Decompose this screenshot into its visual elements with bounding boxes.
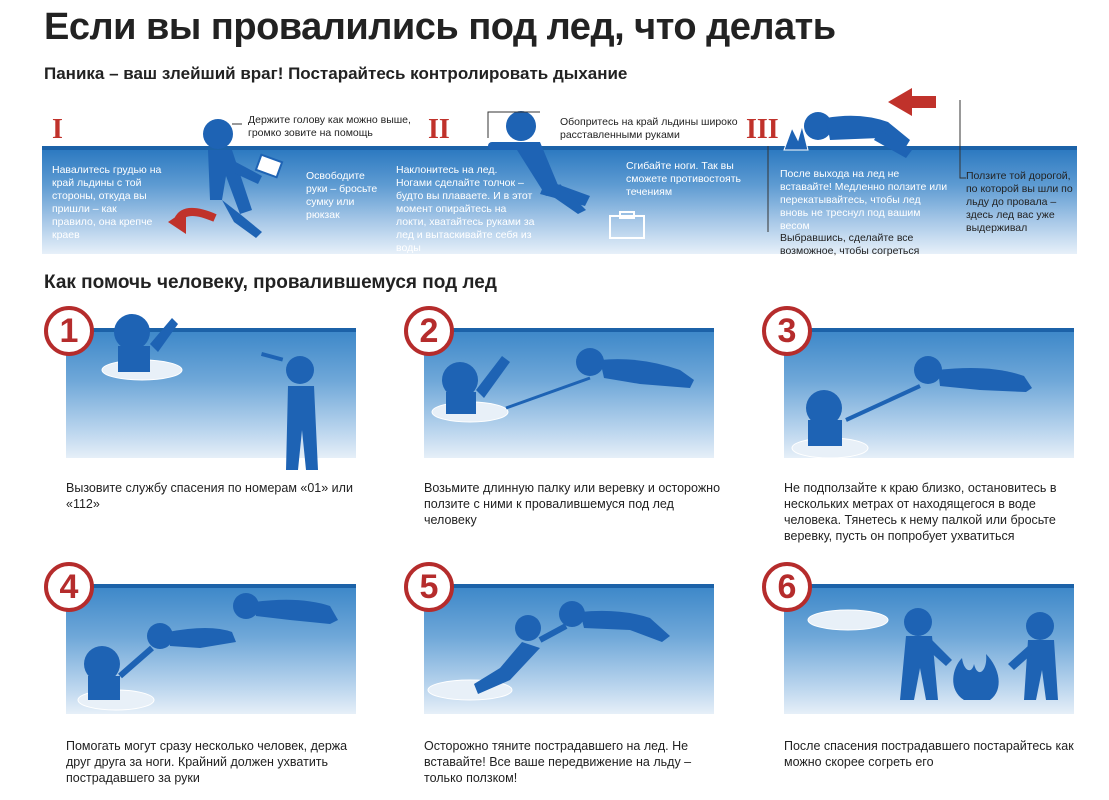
page-title: Если вы провалились под лед, что делать	[44, 6, 836, 48]
step-3-caption: Не подползайте к краю близко, остановитесь в нескольких метрах от находящегося в воде человека. Тянетесь к нему палкой или бросьте веревку, пусть он попробует ухватиться	[784, 481, 1057, 543]
stage-2-numeral: II	[428, 114, 450, 145]
step-1-number-badge: 1	[44, 306, 94, 356]
note-lean-on-ice: Навалитесь грудью на край льдины с той стороны, откуда вы пришли – как правило, она крепче краев	[52, 164, 162, 241]
step-2-caption: Возьмите длинную палку или веревку и осторожно ползите с ними к провалившемуся под лед человеку	[424, 481, 721, 527]
step-4-number-badge: 4	[44, 562, 94, 612]
step-2-number-badge: 2	[404, 306, 454, 356]
note-lean-arms-wide: Обопритесь на край льдины широко расставленными руками	[560, 116, 738, 141]
note-push-legs: Наклонитесь на лед. Ногами сделайте толчок – будто вы плаваете. И в этот момент опирайтесь на локти, хватайтесь руками за лед и вытаскивайте себя из воды	[396, 164, 535, 254]
note-crawl-back: Ползите той дорогой, по которой вы шли по льду до провала – здесь лед вас уже выдерживал	[966, 170, 1073, 234]
section-help-title: Как помочь человеку, провалившемуся под лед	[44, 272, 497, 293]
stage-3-numeral: III	[746, 114, 779, 145]
note-get-warm: Выбравшись, сделайте все возможное, чтобы согреться	[780, 232, 920, 257]
step-3-number-badge: 3	[762, 306, 812, 356]
step-5-number-badge: 5	[404, 562, 454, 612]
page-subtitle: Паника – ваш злейший враг! Постарайтесь контролировать дыхание	[44, 64, 628, 83]
step-6-number-badge: 6	[762, 562, 812, 612]
note-do-not-stand: После выхода на лед не вставайте! Медленно ползите или перекатывайтесь, чтобы лед вновь не треснул под вашим весом	[780, 168, 948, 232]
note-bend-legs: Сгибайте ноги. Так вы сможете противостоять течениям	[626, 160, 742, 198]
step-4-caption: Помогать могут сразу несколько человек, держа друг друга за ноги. Крайний должен ухватить пострадавшего за руки	[66, 739, 348, 785]
step-6-caption: После спасения пострадавшего постарайтесь как можно скорее согреть его	[784, 739, 1074, 769]
note-free-hands: Освободите руки – бросьте сумку или рюкзак	[306, 170, 378, 221]
stage-1-numeral: I	[52, 114, 63, 145]
note-keep-head-up: Держите голову как можно выше, громко зовите на помощь	[248, 114, 411, 139]
step-1-caption: Вызовите службу спасения по номерам «01» или «112»	[66, 481, 353, 511]
step-5-caption: Осторожно тяните пострадавшего на лед. Не вставайте! Все ваше передвижение на льду – только ползком!	[424, 739, 692, 785]
